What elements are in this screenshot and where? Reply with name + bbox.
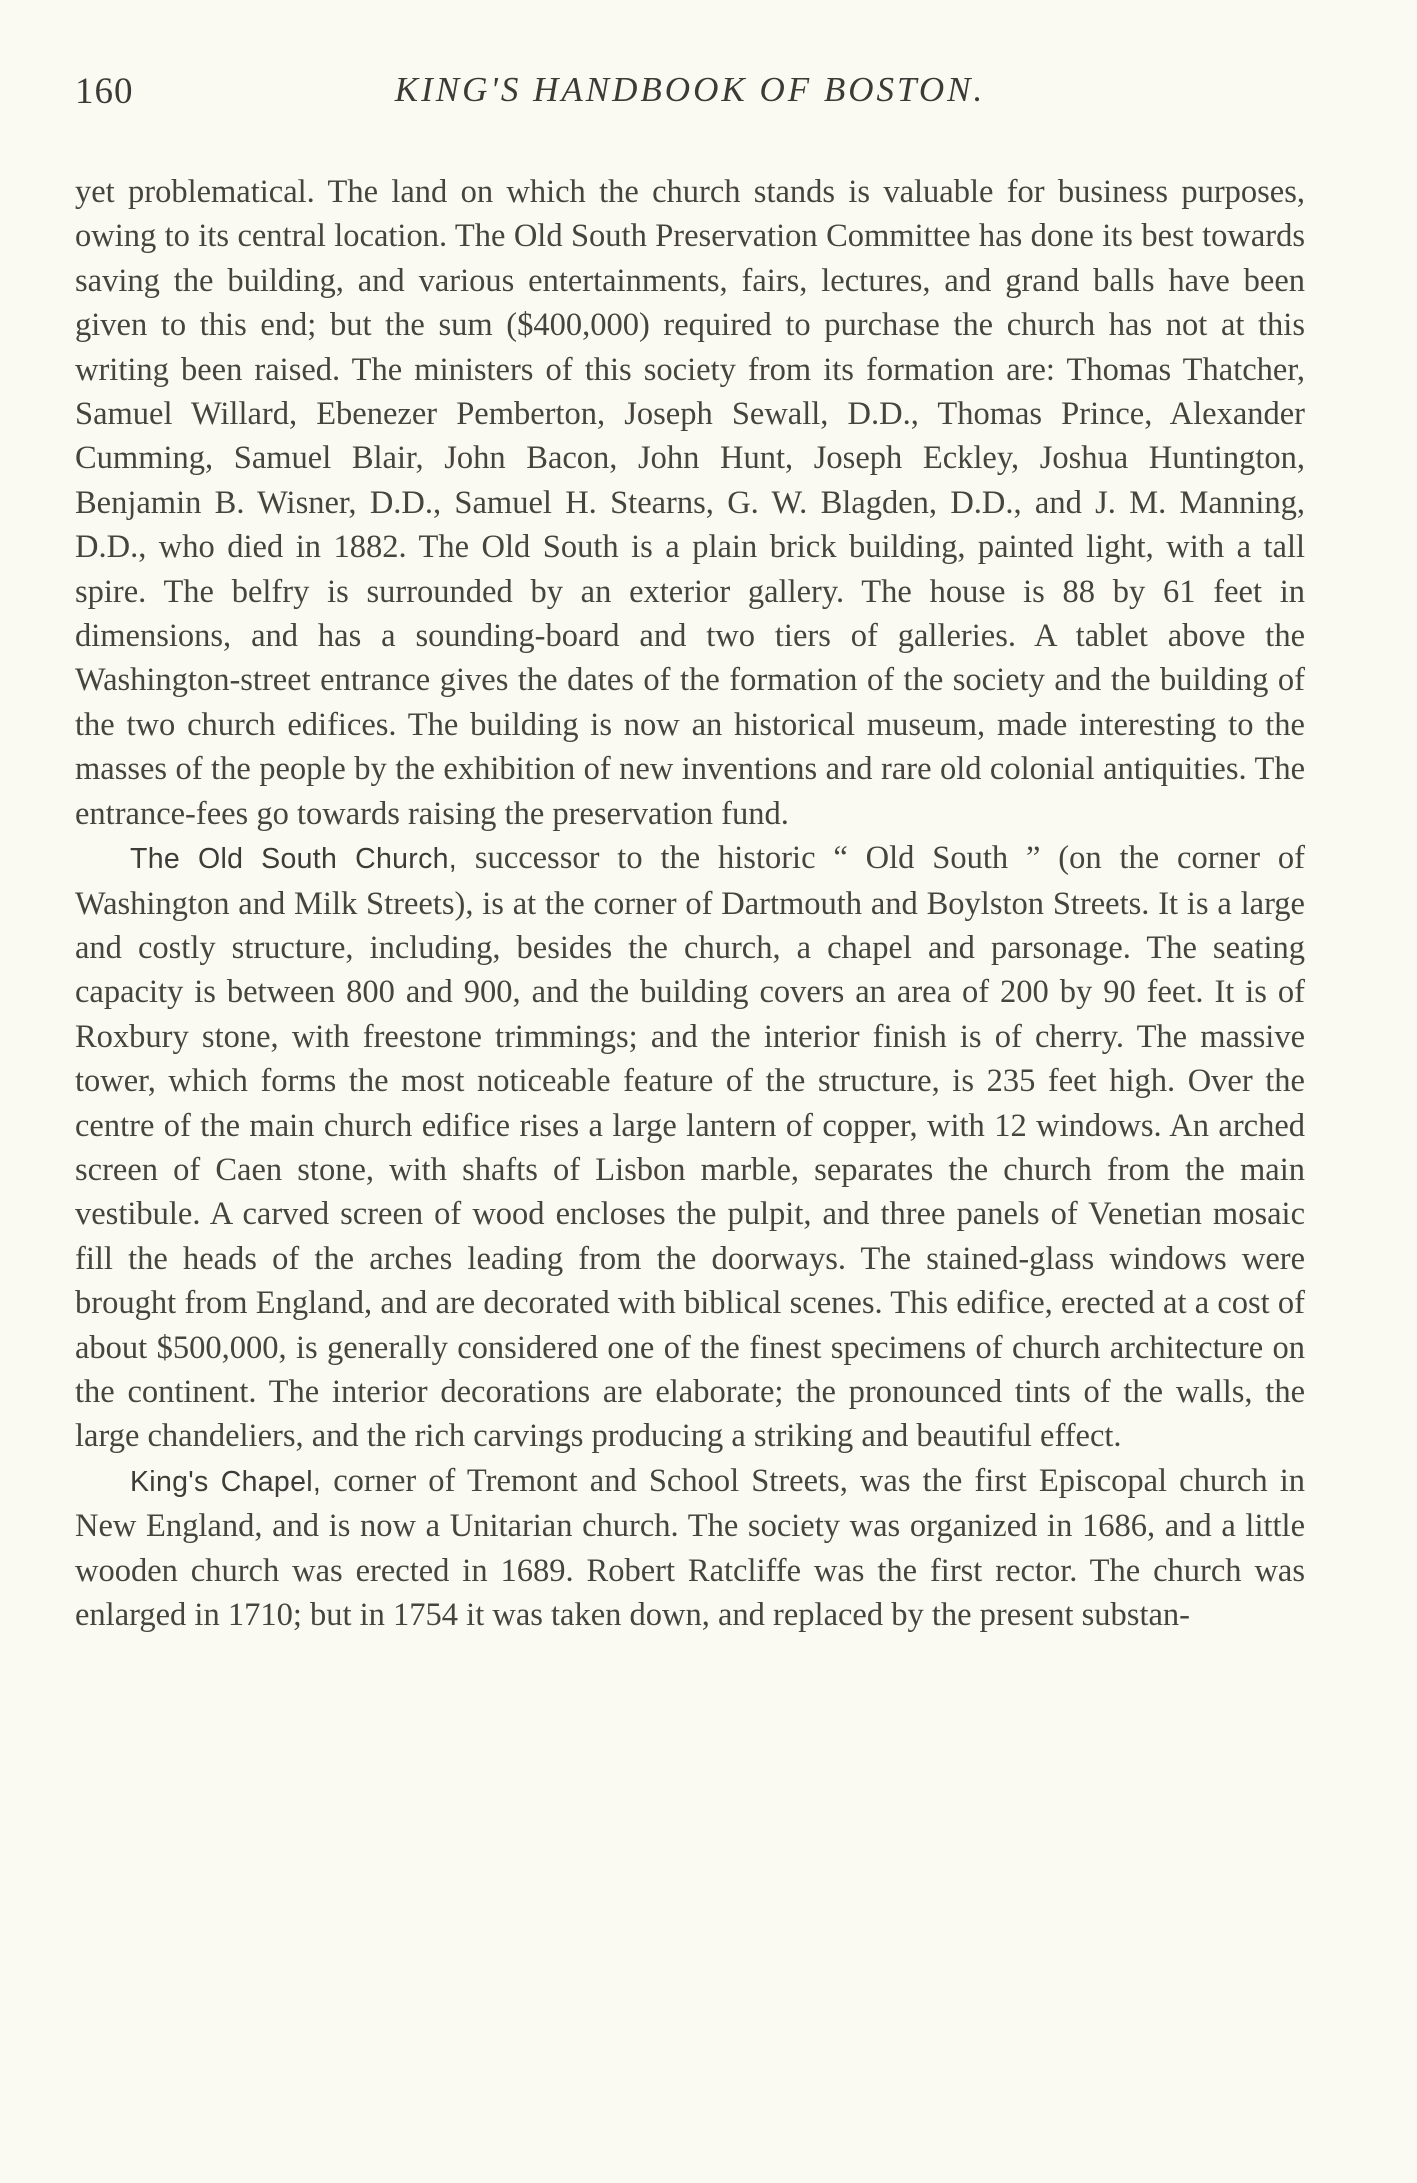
- entry-heading: The Old South Church,: [130, 843, 458, 876]
- page-header: [75, 70, 1305, 120]
- page-number: 160: [75, 71, 134, 112]
- paragraph-old-south-continued: [75, 170, 1305, 836]
- paragraph-text: successor to the historic “ Old South ” (on the corner of Washington and Milk Streets), is at the corner of Dartmouth and Boylston Streets. It is a large and costly structure, including, besides the church, a chapel and parsonage. The seating capacity is between 800 and 900, and the building covers an area of 200 by 90 feet. It is of Roxbury stone, with freestone trimmings; and the interior finish is of cherry. The massive tower, which forms the most noticeable feature of the structure, is 235 feet high. Over the centre of the main church edifice rises a large lantern of copper, with 12 windows. An arched screen of Caen stone, with shafts of Lisbon marble, separates the church from the main vestibule. A carved screen of wood encloses the pulpit, and three panels of Venetian mosaic fill the heads of the arches leading from the doorways. The stained-glass windows were brought from England, and are decorated with biblical scenes. This edifice, erected at a cost of about $500,000, is generally considered one of the finest specimens of church architecture on the continent. The interior decorations are elaborate; the pronounced tints of the walls, the large chandeliers, and the rich carvings producing a striking and beautiful effect.: [75, 840, 1305, 1455]
- running-title: KING'S HANDBOOK OF BOSTON.: [394, 70, 986, 109]
- paragraph-old-south-church: [75, 836, 1305, 1459]
- paragraph-kings-chapel: [75, 1459, 1305, 1638]
- paragraph-text: yet problematical. The land on which the church stands is valuable for business purposes, owing to its central location. The Old South Preservation Committee has done its best towards saving the building, and various entertainments, fairs, lectures, and grand balls have been given to this end; but the sum ($400,000) required to purchase the church has not at this writing been raised. The ministers of this society from its formation are: Thomas Thatcher, Samuel Willard, Ebenezer Pemberton, Joseph Sewall, D.D., Thomas Prince, Alexander Cumming, Samuel Blair, John Bacon, John Hunt, Joseph Eckley, Joshua Huntington, Benjamin B. Wisner, D.D., Samuel H. Stearns, G. W. Blagden, D.D., and J. M. Manning, D.D., who died in 1882. The Old South is a plain brick building, painted light, with a tall spire. The belfry is surrounded by an exterior gallery. The house is 88 by 61 feet in dimensions, and has a sounding-board and two tiers of galleries. A tablet above the Washington-street entrance gives the dates of the formation of the society and the building of the two church edifices. The building is now an historical museum, made interesting to the masses of the people by the exhibition of new inventions and rare old colonial antiquities. The entrance-fees go towards raising the preservation fund.: [75, 174, 1305, 832]
- paragraph-text: corner of Tremont and School Streets, was the first Episcopal church in New England, and is now a Unitarian church. The society was organized in 1686, and a little wooden church was erected in 1689. Robert Ratcliffe was the first rector. The church was enlarged in 1710; but in 1754 it was taken down, and replaced by the present substan-: [75, 1462, 1305, 1633]
- entry-heading: King's Chapel,: [130, 1465, 322, 1498]
- body-text: [75, 170, 1305, 1637]
